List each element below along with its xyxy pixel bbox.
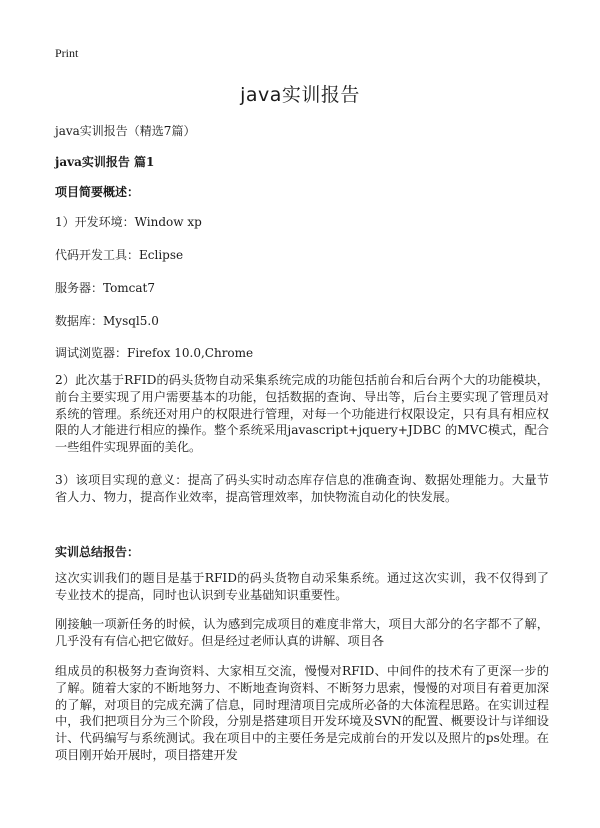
paragraph-2: 2）此次基于RFID的码头货物自动采集系统完成的功能包括前台和后台两个大的功能模块，前台主要实现了用户需要基本的功能，包括数据的查询、导出等，后台主要实现了管理员对系统的管理。系统还对用户的权限进行管理，对每一个功能进行权限设定，只有具有相应权限的人才能进行相应的操作。整个系统采用javascript+jquery+JDBC 的MVC模式，配合一些组件实现界面的美化。 bbox=[55, 373, 549, 455]
env-browser-line: 调试浏览器：Firefox 10.0,Chrome bbox=[55, 346, 254, 360]
summary-paragraph-2: 刚接触一项新任务的时候，认为感到完成项目的难度非常大，项目大部分的名字都不了解，几乎没有有信心把它做好。但是经过老师认真的讲解、项目各 bbox=[55, 617, 549, 648]
section-title: java实训报告 篇1 bbox=[55, 155, 155, 169]
summary-paragraph-1: 这次实训我们的题目是基于RFID的码头货物自动采集系统。通过这次实训，我不仅得到了专业技术的提高，同时也认识到专业基础知识重要性。 bbox=[55, 571, 549, 602]
print-link[interactable]: Print bbox=[55, 46, 79, 60]
document-subtitle: java实训报告（精选7篇） bbox=[55, 124, 196, 138]
overview-heading: 项目简要概述： bbox=[55, 185, 140, 199]
page-title: java实训报告 bbox=[240, 84, 360, 106]
paragraph-3: 3）该项目实现的意义：提高了码头实时动态库存信息的准确查询、数据处理能力。大量节省人力、物力，提高作业效率，提高管理效率，加快物流自动化的快发展。 bbox=[55, 473, 549, 504]
summary-paragraph-3: 组成员的积极努力查询资料、大家相互交流，慢慢对RFID、中间件的技术有了更深一步的了解。随着大家的不断地努力、不断地查询资料、不断努力思索，慢慢的对项目有着更加深的了解，对项目的完成充满了信息，同时理清项目完成所必备的大体流程思路。在实训过程中，我们把项目分为三个阶段，分别是搭建项目开发环境及SVN的配置、概要设计与详细设计、代码编写与系统测试。我在项目中的主要任务是完成前台的开发以及照片的ps处理。在项目刚开始开展时，项目搭建开发 bbox=[55, 664, 549, 762]
summary-heading: 实训总结报告： bbox=[55, 545, 140, 559]
env-server-line: 服务器：Tomcat7 bbox=[55, 281, 156, 295]
env-db-line: 数据库：Mysql5.0 bbox=[55, 314, 159, 328]
env-os-line: 1）开发环境：Window xp bbox=[55, 215, 202, 229]
env-tool-line: 代码开发工具：Eclipse bbox=[55, 248, 184, 262]
